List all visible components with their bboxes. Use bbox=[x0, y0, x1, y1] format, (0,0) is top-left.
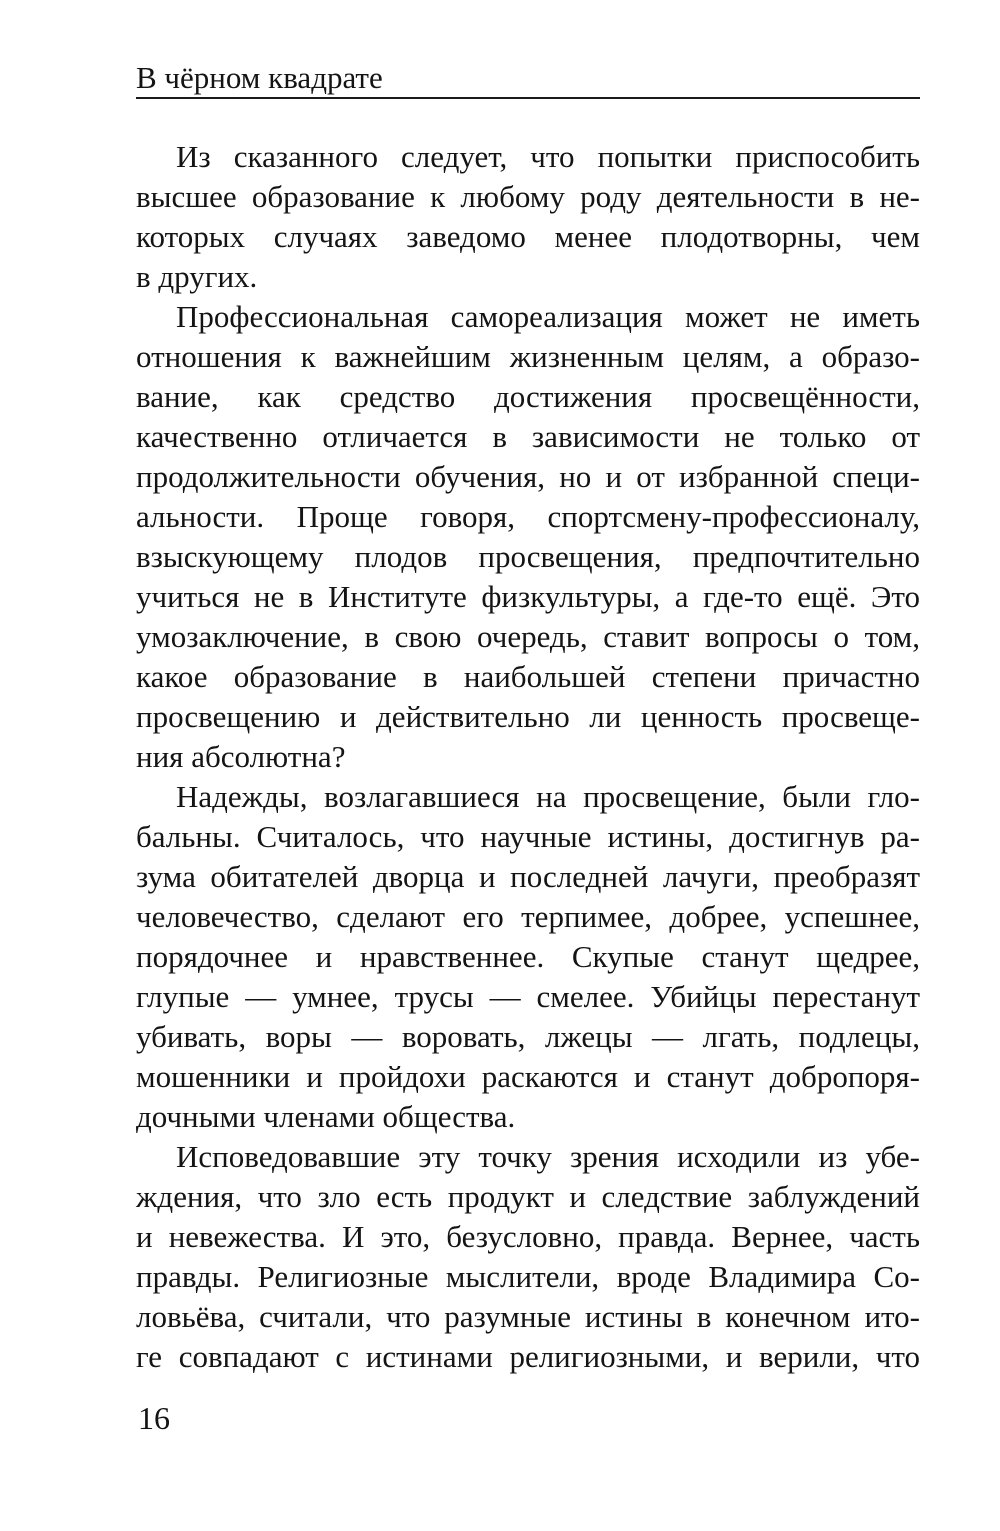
text-line: порядочнее и нравственнее. Скупые станут щедрее, bbox=[136, 939, 920, 974]
text-line: умозаключение, в свою очередь, ставит вопросы о том, bbox=[136, 619, 920, 654]
text-line: учиться не в Институте физкультуры, а где-то ещё. Это bbox=[136, 579, 920, 614]
paragraph bbox=[136, 777, 920, 1137]
paragraph bbox=[136, 1137, 920, 1377]
text-line: правды. Религиозные мыслители, вроде Владимира Со- bbox=[136, 1259, 920, 1294]
text-line: человечество, сделают его терпимее, добрее, успешнее, bbox=[136, 899, 920, 934]
text-line: Исповедовавшие эту точку зрения исходили из убе- bbox=[176, 1139, 920, 1174]
text-line: бальны. Считалось, что научные истины, достигнув ра- bbox=[136, 819, 920, 854]
paragraph bbox=[136, 137, 920, 297]
text-line: ждения, что зло есть продукт и следствие заблуждений bbox=[136, 1179, 920, 1214]
header-rule bbox=[136, 97, 920, 99]
text-line: мошенники и пройдохи раскаются и станут добропоря- bbox=[136, 1059, 920, 1094]
text-line: ния абсолютна? bbox=[136, 739, 346, 774]
text-line: дочными членами общества. bbox=[136, 1099, 516, 1134]
text-line: которых случаях заведомо менее плодотворны, чем bbox=[136, 219, 920, 254]
text-line: Надежды, возлагавшиеся на просвещение, были гло- bbox=[176, 779, 920, 814]
text-line: в других. bbox=[136, 259, 258, 294]
text-line: Из сказанного следует, что попытки приспособить bbox=[176, 139, 920, 174]
running-head-title: В чёрном квадрате bbox=[136, 60, 383, 95]
text-line: убивать, воры — воровать, лжецы — лгать, подлецы, bbox=[136, 1019, 920, 1054]
paragraph bbox=[136, 297, 920, 777]
page-number: 16 bbox=[138, 1400, 170, 1436]
text-line: продолжительности обучения, но и от избранной специ- bbox=[136, 459, 920, 494]
text-line: глупые — умнее, трусы — смелее. Убийцы перестанут bbox=[136, 979, 920, 1014]
text-line: Профессиональная самореализация может не иметь bbox=[176, 299, 920, 334]
text-line: высшее образование к любому роду деятельности в не- bbox=[136, 179, 920, 214]
text-line: отношения к важнейшим жизненным целям, а образо- bbox=[136, 339, 920, 374]
text-line: альности. Проще говоря, спортсмену-профессионалу, bbox=[136, 499, 920, 534]
text-line: вание, как средство достижения просвещённости, bbox=[136, 379, 920, 414]
text-line: ге совпадают с истинами религиозными, и верили, что bbox=[136, 1339, 920, 1374]
text-line: качественно отличается в зависимости не только от bbox=[136, 419, 920, 454]
text-line: зума обитателей дворца и последней лачуги, преобразят bbox=[136, 859, 920, 894]
text-line: ловьёва, считали, что разумные истины в конечном ито- bbox=[136, 1299, 920, 1334]
body-text bbox=[136, 137, 920, 1377]
text-line: взыскующему плодов просвещения, предпочтительно bbox=[136, 539, 920, 574]
text-line: какое образование в наибольшей степени причастно bbox=[136, 659, 920, 694]
text-line: просвещению и действительно ли ценность просвеще- bbox=[136, 699, 920, 734]
text-line: и невежества. И это, безусловно, правда. Вернее, часть bbox=[136, 1219, 920, 1254]
